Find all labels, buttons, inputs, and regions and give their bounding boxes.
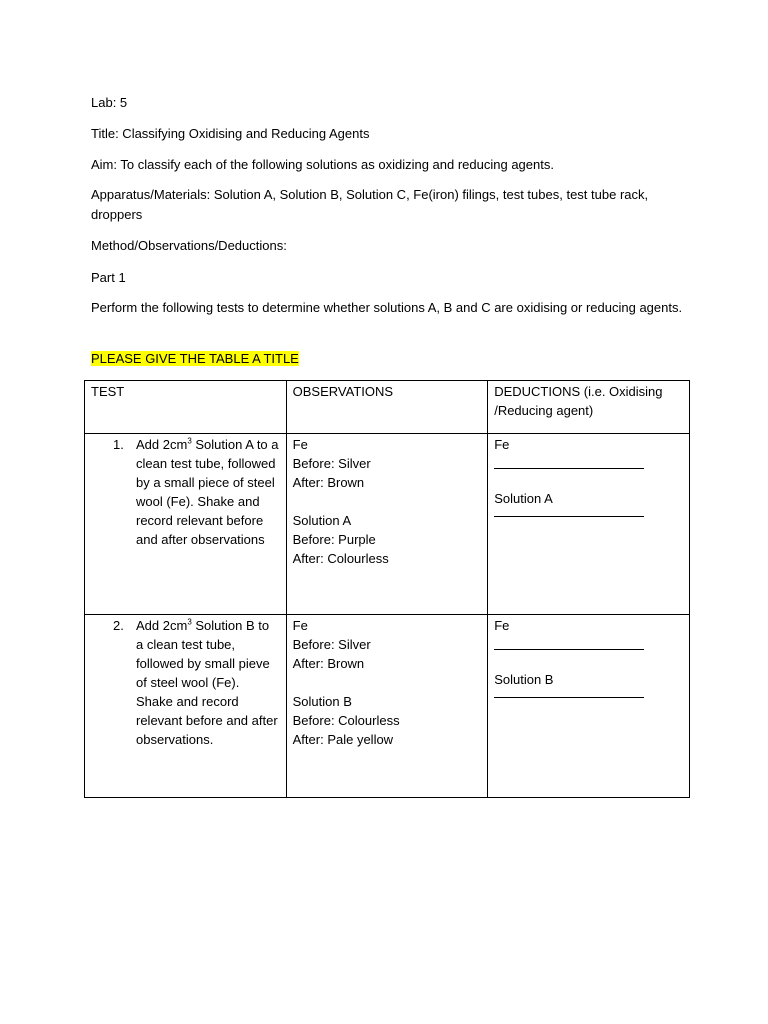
- header-test: TEST: [85, 381, 287, 434]
- table-header-row: [85, 381, 690, 434]
- results-table: [84, 380, 690, 798]
- obs-solution-before: Before: Colourless: [292, 713, 400, 728]
- instruction: Perform the following tests to determine whether solutions A, B and C are oxidising or reducing agents.: [91, 300, 683, 315]
- item-number: 2.: [113, 618, 124, 633]
- test-description: Add $2cm^3$ Solution A to a clean test tube, followed by a small piece of steel wool (Fe). Shake and record relevant before and after observations: [136, 436, 279, 547]
- obs-solution-after: After: Pale yellow: [292, 732, 394, 747]
- obs-fe-after: After: Brown: [292, 475, 365, 490]
- header-deductions: DEDUCTIONS (i.e. Oxidising /Reducing agent): [488, 381, 690, 434]
- title: Title: Classifying Oxidising and Reducing Agents: [91, 126, 370, 141]
- header-observations: OBSERVATIONS: [286, 381, 488, 434]
- method-heading: Method/Observations/Deductions:: [91, 238, 287, 253]
- obs-solution-after: After: Colourless: [292, 551, 389, 566]
- ded-solution-blank[interactable]: [494, 689, 644, 698]
- ded-fe-label: Fe: [494, 437, 510, 452]
- apparatus: Apparatus/Materials: Solution A, Solution B, Solution C, Fe(iron) filings, test tubes, test tube rack, droppers: [91, 187, 649, 222]
- table-row: [85, 434, 690, 615]
- obs-fe-label: Fe: [292, 618, 308, 633]
- obs-solution-label: Solution A: [292, 513, 352, 528]
- ded-fe-blank[interactable]: [494, 635, 644, 650]
- part-heading: Part 1: [91, 270, 126, 285]
- highlighted-prompt: PLEASE GIVE THE TABLE A TITLE: [91, 351, 299, 366]
- observations-cell: [286, 434, 488, 615]
- deductions-cell: [488, 615, 690, 798]
- ded-solution-blank[interactable]: [494, 508, 644, 517]
- ded-fe-blank[interactable]: [494, 454, 644, 469]
- obs-fe-before: Before: Silver: [292, 456, 371, 471]
- lab-number: Lab: 5: [91, 95, 128, 110]
- table-row: [85, 615, 690, 798]
- ded-solution-label: Solution A: [494, 491, 553, 506]
- deductions-cell: [488, 434, 690, 615]
- observations-cell: [286, 615, 488, 798]
- ded-solution-label: Solution B: [494, 672, 554, 687]
- obs-fe-label: Fe: [292, 437, 308, 452]
- ded-fe-label: Fe: [494, 618, 510, 633]
- obs-fe-after: After: Brown: [292, 656, 365, 671]
- obs-solution-label: Solution B: [292, 694, 352, 709]
- obs-solution-before: Before: Purple: [292, 532, 376, 547]
- table-title-prompt: [91, 349, 691, 369]
- test-cell: [85, 615, 287, 798]
- obs-fe-before: Before: Silver: [292, 637, 371, 652]
- item-number: 1.: [113, 437, 124, 452]
- aim: Aim: To classify each of the following solutions as oxidizing and reducing agents.: [91, 157, 554, 172]
- test-description: Add $2cm^3$ Solution B to a clean test tube, followed by small pieve of steel wool (Fe). Shake and record relevant before and after observations.: [136, 617, 278, 747]
- test-cell: [85, 434, 287, 615]
